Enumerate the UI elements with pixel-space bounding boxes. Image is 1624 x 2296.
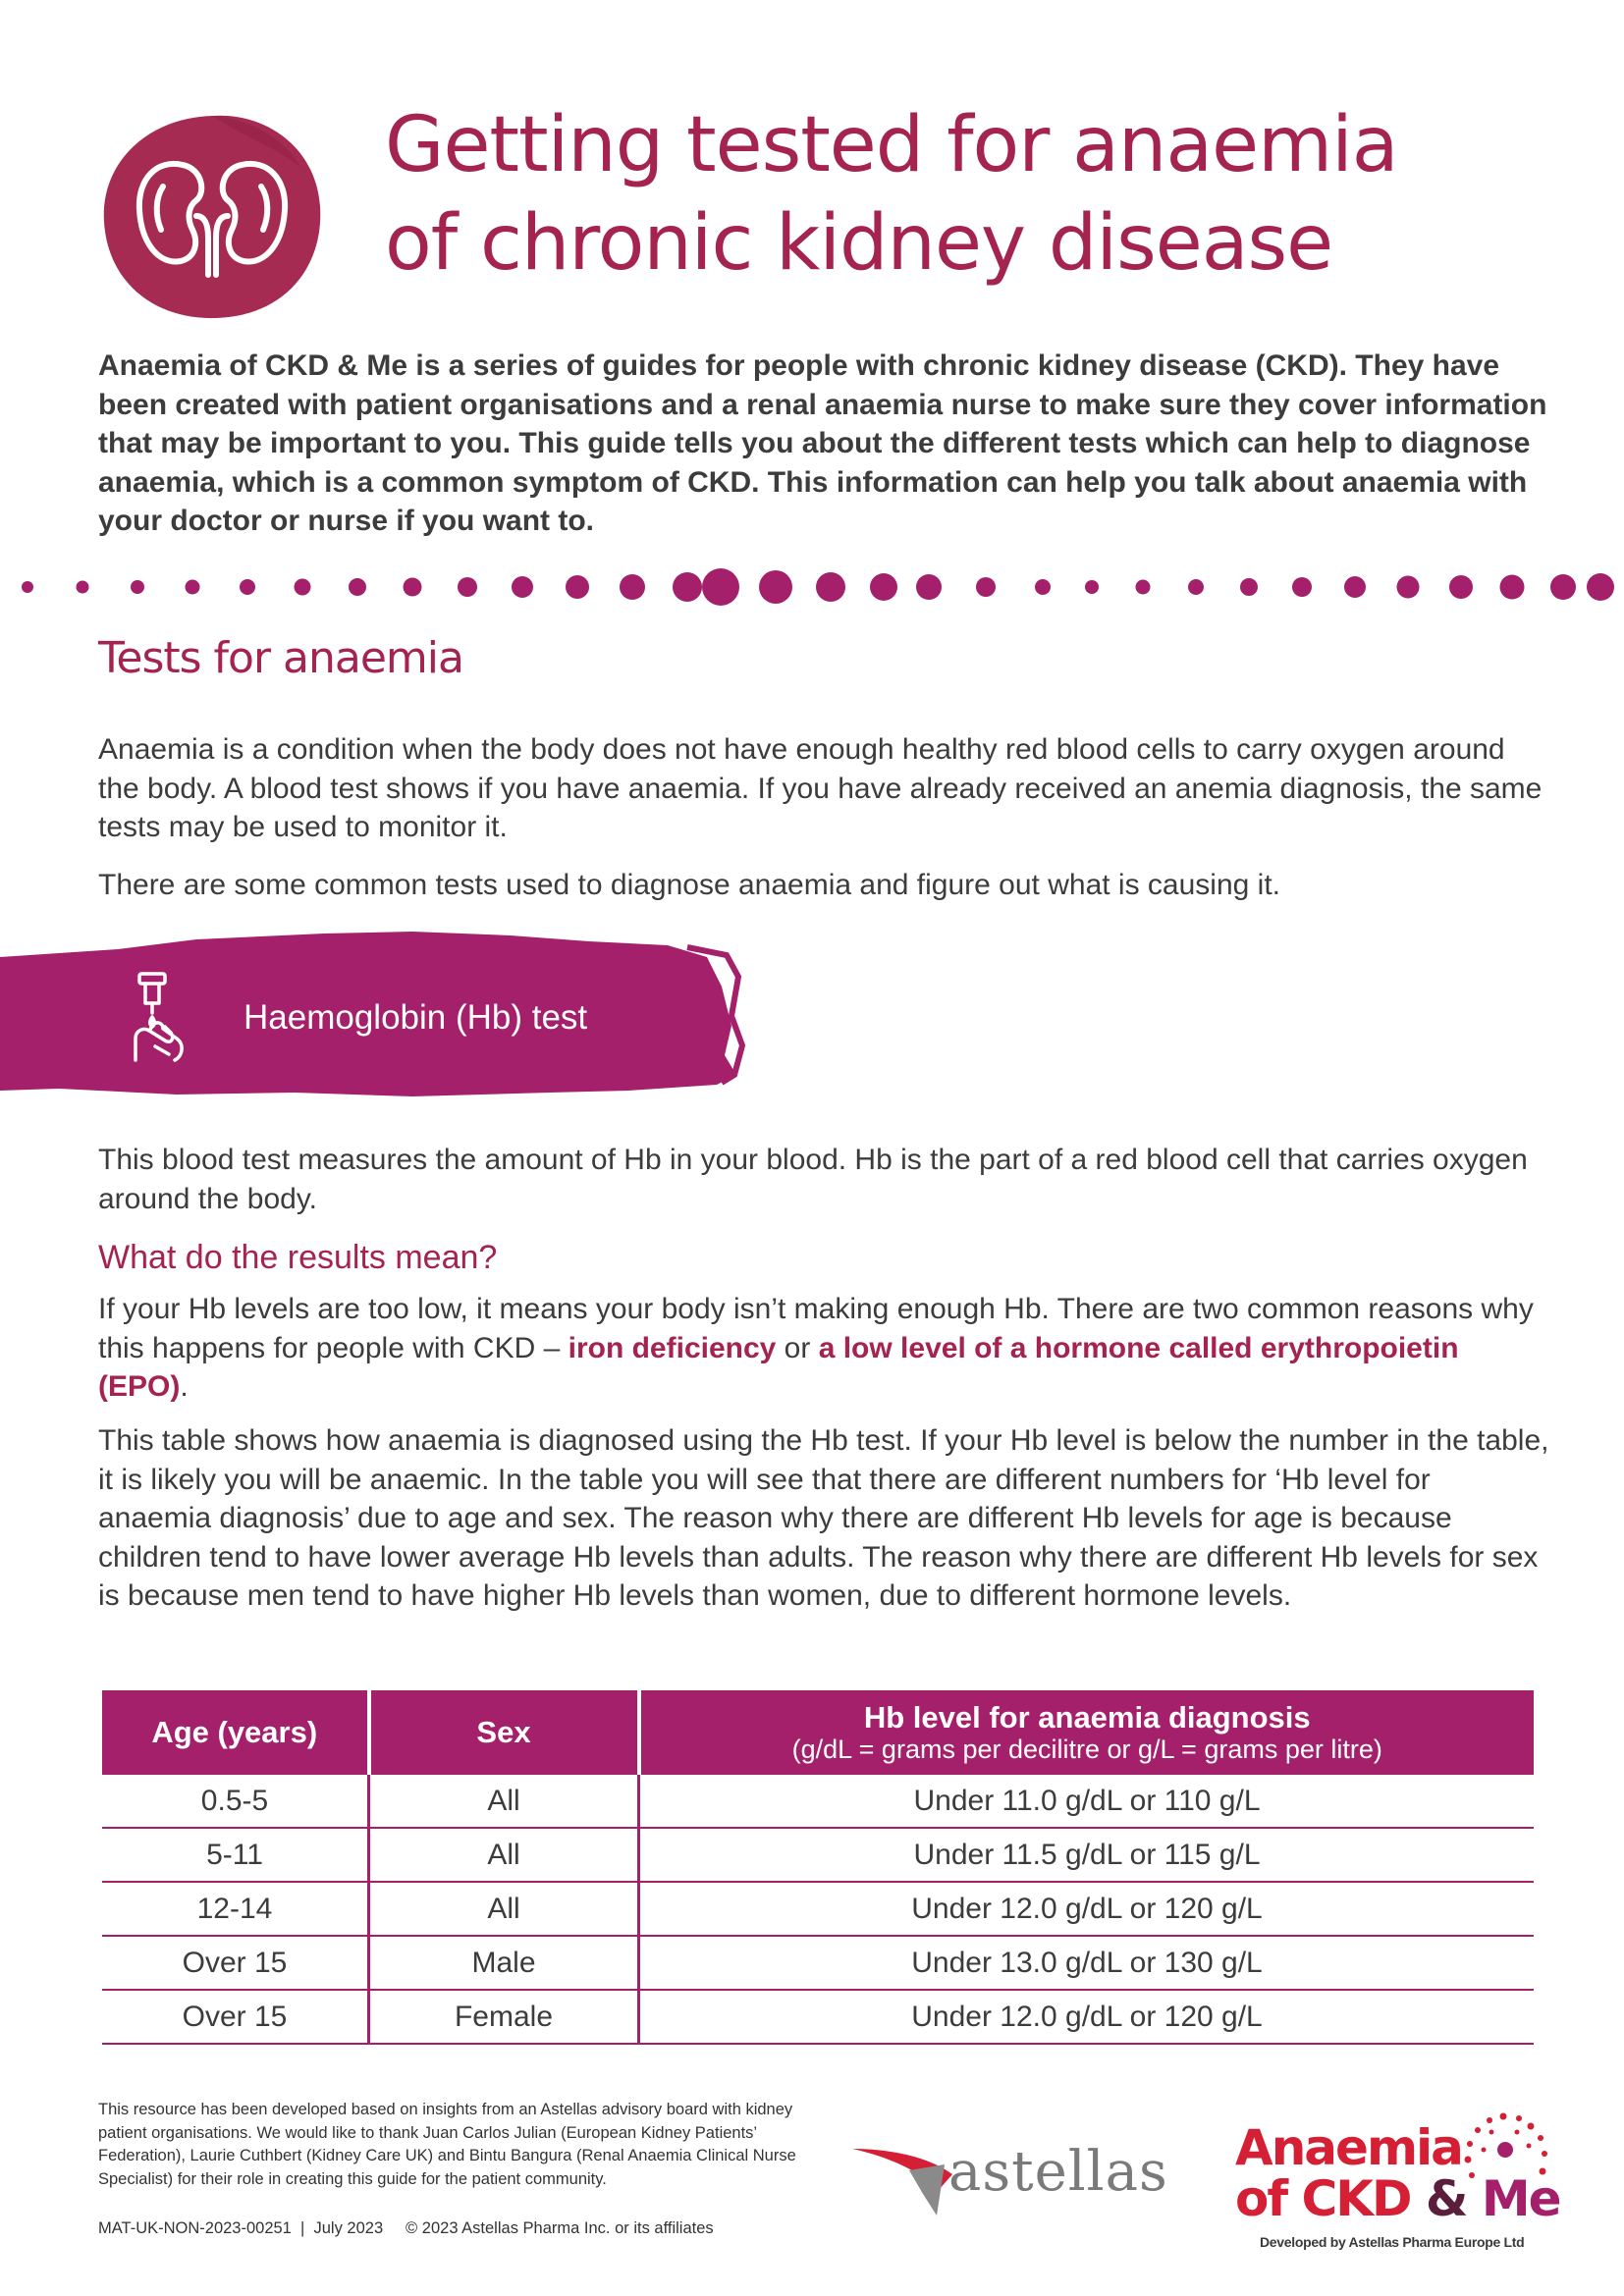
cell-age: 0.5-5 <box>102 1775 369 1828</box>
paragraph-table-intro: This table shows how anaemia is diagnosed using the Hb test. If your Hb level is below the number in the table, it is likely you will be anaemic. In the table you will see that there are different numbers for ‘Hb level for anaemia diagnosis’ due to age and sex. The reason why there are different Hb levels for age is because children tend to have lower average Hb levels than adults. The reason why there are different Hb levels for sex is because men tend to have higher Hb levels than women, due to different hormone levels. <box>98 1424 1549 1612</box>
table-row <box>102 1775 1534 1828</box>
paragraph-anaemia-definition: Anaemia is a condition when the body does not have enough healthy red blood cells to carry oxygen around the body. A blood test shows if you have anaemia. If you have already received an anemia diagnosis, the same tests may be used to monitor it. <box>98 733 1543 843</box>
banner-title-hb-test: Haemoglobin (Hb) test <box>244 998 588 1037</box>
cell-hb: Under 11.0 g/dL or 110 g/L <box>639 1775 1535 1828</box>
cell-hb: Under 12.0 g/dL or 120 g/L <box>639 1882 1535 1936</box>
table-row <box>102 1882 1534 1936</box>
cell-sex: All <box>369 1882 639 1936</box>
table-header-row <box>102 1690 1534 1775</box>
brand-me: Me <box>1481 2170 1560 2227</box>
section-title-tests: Tests for anaemia <box>98 633 463 683</box>
cell-sex: All <box>369 1775 639 1828</box>
brand-logo-line1: Anaemia <box>1235 2119 1462 2176</box>
paragraph-results <box>98 1290 1551 1407</box>
footer-date: July 2023 <box>313 2219 384 2237</box>
header-sex: Sex <box>369 1690 639 1775</box>
paragraph-hb-description: This blood test measures the amount of Hb in your blood. Hb is the part of a red blood cell that carries oxygen around the body. <box>98 1144 1528 1215</box>
brand-ampersand: & <box>1425 2170 1467 2227</box>
cell-sex: Female <box>369 1990 639 2044</box>
page-title <box>385 96 1563 293</box>
cell-age: Over 15 <box>102 1936 369 1990</box>
cell-sex: Male <box>369 1936 639 1990</box>
brand-developed-by: Developed by Astellas Pharma Europe Ltd <box>1260 2234 1525 2250</box>
page-title-line2: of chronic kidney disease <box>385 199 1333 288</box>
footer-meta: MAT-UK-NON-2023-00251 | July 2023 © 2023 Astellas Pharma Inc. or its affiliates <box>98 2219 714 2237</box>
highlight-epo: a low level of a hormone called erythropoietin (EPO) <box>98 1331 1459 1403</box>
astellas-wordmark: astellas <box>948 2140 1168 2204</box>
brand-logo-line2 <box>1235 2170 1560 2227</box>
cell-age: 12-14 <box>102 1882 369 1936</box>
cell-sex: All <box>369 1828 639 1882</box>
cell-hb: Under 13.0 g/dL or 130 g/L <box>639 1936 1535 1990</box>
cell-age: 5-11 <box>102 1828 369 1882</box>
table-row <box>102 1828 1534 1882</box>
paragraph-common-tests: There are some common tests used to diagnose anaemia and figure out what is causing it. <box>98 869 1280 901</box>
kidneys-icon <box>98 108 326 324</box>
results-text-start: If your Hb levels are too low, it means your body isn’t making enough Hb. There are two common reasons why this happens for people with CKD – <box>98 1293 1534 1364</box>
dotted-divider <box>0 558 1624 616</box>
cell-hb: Under 11.5 g/dL or 115 g/L <box>639 1828 1535 1882</box>
footer-acknowledgements: This resource has been developed based on insights from an Astellas advisory board with kidney patient organisations. We would like to thank Juan Carlos Julian (European Kidney Patients’ Federation), Laurie Cuthbert (Kidney Care UK) and Bintu Bangura (Renal Anaemia Clinical Nurse Specialist) for their role in creating this guide for the patient community. <box>98 2101 796 2188</box>
table-row <box>102 1990 1534 2044</box>
highlight-iron-deficiency: iron deficiency <box>568 1331 777 1364</box>
cell-hb: Under 12.0 g/dL or 120 g/L <box>639 1990 1535 2044</box>
intro-paragraph: Anaemia of CKD & Me is a series of guides for people with chronic kidney disease (CKD). They have been created with patient organisations and a renal anaemia nurse to make sure they cover information that may be important to you. This guide tells you about the different tests which can help to diagnose anaemia, which is a common symptom of CKD. This information can help you talk about anaemia with your doctor or nurse if you want to. <box>98 349 1547 537</box>
subheading-results: What do the results mean? <box>98 1239 498 1276</box>
results-text-end: . <box>180 1370 189 1403</box>
results-text-mid: or <box>776 1331 819 1364</box>
hb-levels-table <box>102 1690 1534 2045</box>
brand-of-ckd: of CKD <box>1235 2170 1411 2227</box>
footer-code: MAT-UK-NON-2023-00251 <box>98 2219 292 2237</box>
finger-prick-blood-test-icon <box>126 970 196 1064</box>
table-row <box>102 1936 1534 1990</box>
header-hb-units: (g/dL = grams per decilitre or g/L = grams per litre) <box>791 1735 1382 1764</box>
header-hb <box>639 1690 1535 1775</box>
page-title-line1: Getting tested for anaemia <box>385 101 1398 189</box>
cell-age: Over 15 <box>102 1990 369 2044</box>
header-age: Age (years) <box>102 1690 369 1775</box>
footer-copyright: © 2023 Astellas Pharma Inc. or its affiliates <box>406 2219 714 2237</box>
header-hb-main: Hb level for anaemia diagnosis <box>863 1700 1311 1735</box>
